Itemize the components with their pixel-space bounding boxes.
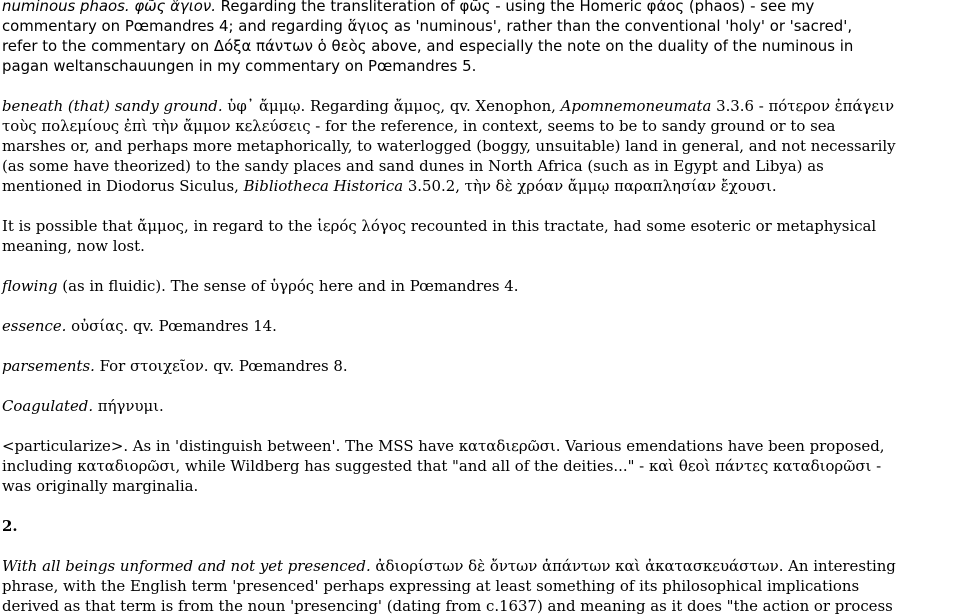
- citation-apomnemoneumata: Apomnemoneumata: [560, 97, 712, 115]
- paragraph-particularize: <particularize>. As in 'distinguish between'. The MSS have καταδιερῶσι. Various emendations have been proposed, including καταδιορῶσι, while Wildberg has suggested that "and all of the deities..." - καὶ θεοὶ πάντες καταδιορῶσι - was originally marginalia.: [2, 437, 885, 495]
- paragraph-sandy-ground: beneath (that) sandy ground. ὑφ᾽ ἄμμῳ. Regarding ἄμμος, qv. Xenophon, Apomnemoneumata 3.3.6 - πότερον ἐπάγειν τοὺς πολεμίους ἐπὶ τὴν ἄμμον κελεύσεις - for the reference, in context, seems to be to sandy ground or to sea marshes or, and perhaps more metaphorically, to waterlogged (boggy, unsuitable) land in general, and not necessarily (as some have theorized) to the sandy places and sand dunes in North Africa (such as in Egypt and Libya) as mentioned in Diodorus Siculus, Bibliotheca Historica 3.50.2, τὴν δὲ χρόαν ἄμμῳ παραπλησίαν ἔχουσι.: [2, 97, 896, 195]
- lemma-essence: essence.: [2, 317, 67, 335]
- lemma-flowing: flowing: [2, 277, 58, 295]
- lemma-phaos: numinous phaos. φῶς ἅγιον.: [2, 0, 216, 15]
- lemma-parsements: parsements.: [2, 357, 95, 375]
- paragraph-flowing: flowing (as in fluidic). The sense of ὑγρός here and in Pœmandres 4.: [2, 277, 519, 295]
- document-page: [2, 0, 959, 616]
- paragraph-esoteric: It is possible that ἄμμος, in regard to the ἱερός λόγος recounted in this tractate, had some esoteric or metaphysical meaning, now lost.: [2, 217, 877, 255]
- paragraph-phaos: numinous phaos. φῶς ἅγιον. Regarding the transliteration of φῶς - using the Homeric φάος (phaos) - see my commentary on Pœmandres 4; and regarding ἅγιος as 'numinous', rather than the conventional 'holy' or 'sacred', refer to the commentary on Δόξα πάντων ὁ θεὸς above, and especially the note on the duality of the numinous in pagan weltanschauungen in my commentary on Pœmandres 5.: [2, 0, 959, 76]
- citation-bibliotheca: Bibliotheca Historica: [243, 177, 404, 195]
- lemma-coagulated: Coagulated.: [2, 397, 94, 415]
- section-number: 2.: [2, 517, 18, 535]
- lemma-sandy-ground: beneath (that) sandy ground.: [2, 97, 223, 115]
- paragraph-parsements: parsements. For στοιχεῖον. qv. Pœmandres 8.: [2, 357, 348, 375]
- paragraph-coagulated: Coagulated. πήγνυμι.: [2, 397, 164, 415]
- paragraph-essence: essence. οὐσίας. qv. Pœmandres 14.: [2, 317, 277, 335]
- lemma-unformed: With all beings unformed and not yet presenced.: [2, 557, 371, 575]
- paragraph-unformed: With all beings unformed and not yet presenced. ἀδιορίστων δὲ ὄντων ἁπάντων καὶ ἀκατασκευάστων. An interesting phrase, with the English term 'presenced' perhaps expressing at least something of its philosophical implications derived as that term is from the noun 'presencing' (dating from c.1637) and meaning as it does "the action or process: [2, 557, 896, 615]
